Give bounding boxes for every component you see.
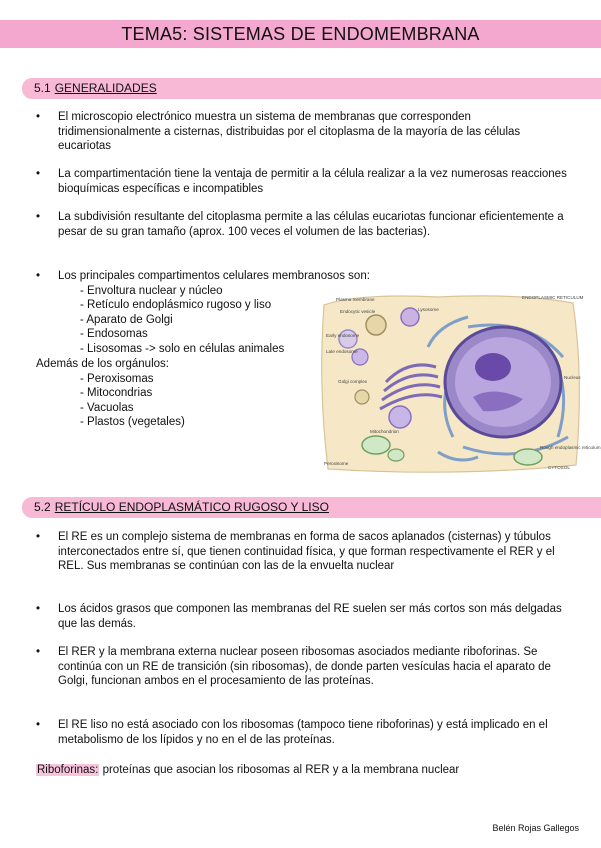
section-title: RETÍCULO ENDOPLASMÁTICO RUGOSO Y LISO: [54, 500, 329, 514]
figure-label: Early endosome: [326, 333, 360, 338]
list-item: - Retículo endoplásmico rugoso y liso: [80, 299, 272, 312]
section-title: GENERALIDADES: [54, 81, 157, 95]
bullet-dot: •: [36, 111, 41, 123]
bullet-text: Los ácidos grasos que componen las membranas del RE suelen ser más cortos son más delgadas que las demás.: [58, 603, 562, 630]
figure-label: Nucleus: [564, 375, 581, 380]
title-bar: [0, 20, 601, 48]
list-item: - Endosomas: [80, 328, 148, 341]
list-item: - Lisosomas -> solo en células animales: [80, 342, 285, 355]
list-item: - Plastos (vegetales): [80, 416, 185, 429]
cell-diagram: [318, 287, 601, 477]
list-item: - Envoltura nuclear y núcleo: [80, 285, 223, 297]
list-item: - Peroxisomas: [80, 373, 154, 385]
organelles-intro: Además de los orgánulos:: [36, 358, 169, 370]
section-header-generalidades: [22, 78, 601, 99]
bullet-text: El RER y la membrana externa nuclear poseen ribosomas asociados mediante riboforinas. Se continúa con un RE de transición (sin ribosomas), de donde parten vesículas hacia el aparato de Golgi, funcionan ambos en el procesamiento de las proteínas.: [58, 646, 551, 687]
list-item: - Mitocondrias: [80, 387, 153, 400]
bullet-text: El RE es un complejo sistema de membranas en forma de sacos aplanados (cisternas) y túbulos interconectados entre sí, que tienen continuidad física, y que forman respectivamente el RER y el REL. Sus membranas se continúan con las de la envuelta nuclear: [58, 531, 555, 572]
figure-label: ENDOPLASMIC RETICULUM: [522, 295, 584, 300]
bullet-text: La compartimentación tiene la ventaja de permitir a la célula realizar a la vez numerosas reacciones bioquímicas específicas e incompatibles: [58, 168, 567, 195]
figure-label: CYTOSOL: [548, 465, 570, 470]
definition-riboforinas: [36, 763, 459, 778]
figure-label: Endocytic vesicle: [340, 309, 376, 314]
section-header-reticulo: [22, 497, 601, 518]
organelles-list: [80, 372, 185, 430]
bullet-dot: •: [36, 211, 41, 223]
definition-text: proteínas que asocian los ribosomas al RER y a la membrana nuclear: [99, 764, 460, 776]
figure-label: Mitochondrion: [370, 429, 399, 434]
bullet-dot: •: [36, 719, 41, 731]
bullet-dot: •: [36, 168, 41, 180]
bullet-text: La subdivisión resultante del citoplasma permite a las células eucariotas funcionar eficientemente a pesar de su gran tamaño (aprox. 100 veces el volumen de las bacterias).: [58, 211, 564, 238]
section-number: 5.1: [34, 81, 51, 95]
bullet-dot: •: [36, 531, 41, 543]
section-number: 5.2: [34, 500, 51, 514]
list-item: - Aparato de Golgi: [80, 313, 173, 326]
figure-label: Rough endoplasmic reticulum: [540, 445, 601, 450]
figure-label: Late endosome: [326, 349, 358, 354]
author-signature: Belén Rojas Gallegos: [492, 823, 579, 833]
bullet-dot: •: [36, 646, 41, 658]
bullet-text: El microscopio electrónico muestra un sistema de membranas que corresponden tridimensionalmente a cisternas, distribuidas por el citoplasma de la mayoría de las células eucariotas: [58, 111, 521, 152]
figure-label: Plasma membrane: [336, 297, 375, 302]
definition-term: Riboforinas:: [37, 764, 99, 776]
bullet-dot: •: [36, 270, 41, 282]
compartments-list: [80, 284, 284, 356]
bullet-text: Los principales compartimentos celulares membranosos son:: [58, 270, 370, 282]
figure-label: Lysosome: [418, 307, 439, 312]
figure-label: Peroxisome: [324, 461, 349, 466]
figure-label: Golgi complex: [338, 379, 368, 384]
bullet-dot: •: [36, 603, 41, 615]
page-title: TEMA5: SISTEMAS DE ENDOMEMBRANA: [121, 24, 480, 44]
bullet-text: El RE liso no está asociado con los ribosomas (tampoco tiene riboforinas) y está implicado en el metabolismo de los lípidos y no en el de las proteínas.: [58, 719, 548, 746]
list-item: - Vacuolas: [80, 401, 134, 414]
